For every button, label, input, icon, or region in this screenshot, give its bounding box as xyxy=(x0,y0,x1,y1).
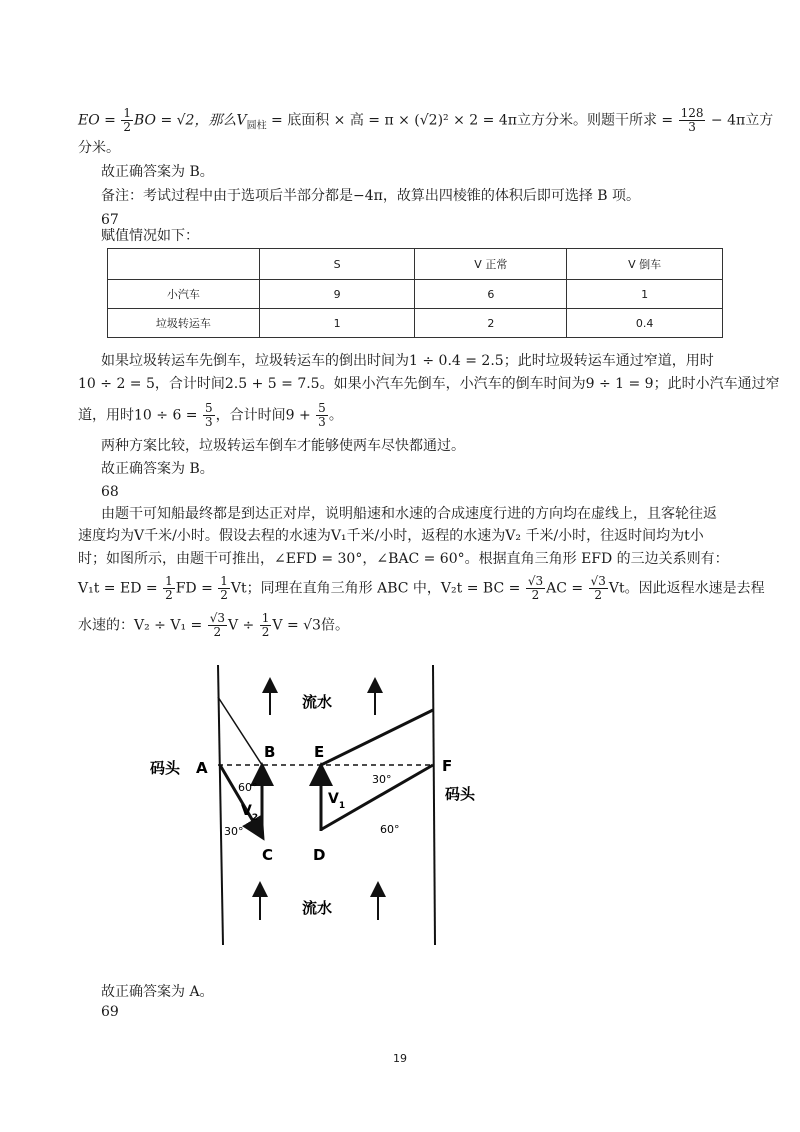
table-row xyxy=(108,309,723,338)
right-river-bank xyxy=(433,665,435,945)
line-angles: 时；如图所示，由题干可推出，∠EFD = 30°，∠BAC = 60°。根据直角三角形 EFD 的三边关系则有： xyxy=(78,551,729,567)
flow-label-bottom: 流水 xyxy=(302,899,333,917)
point-c-label: C xyxy=(262,846,274,864)
frac-den: 2 xyxy=(165,588,173,602)
angle-label: 60° xyxy=(380,823,400,836)
table-cell: 9 xyxy=(259,280,415,309)
frac-den: 2 xyxy=(220,588,228,602)
v1-letter: V xyxy=(328,791,339,807)
fraction-sqrt3-2 xyxy=(208,612,227,639)
text-v-div: V ÷ xyxy=(228,617,259,634)
fraction-half xyxy=(121,107,133,134)
page-number: 19 xyxy=(393,1052,407,1065)
dock-label-right: 码头 xyxy=(445,785,476,803)
line-comparison: 两种方案比较，垃圾转运车倒车才能够使两车尽快都通过。 xyxy=(101,438,465,454)
v1-subscript: 1 xyxy=(338,801,346,811)
text-car-time: 道，用时10 ÷ 6 = xyxy=(78,407,202,424)
line-answer-b: 故正确答案为 B。 xyxy=(101,164,214,180)
fraction-half xyxy=(163,575,175,602)
line-car-first: 10 ÷ 2 = 5，合计时间2.5 + 5 = 7.5。如果小汽车先倒车，小汽车的倒车时间为9 ÷ 1 = 9；此时小汽车通过窄 xyxy=(78,376,780,392)
question-number-68: 68 xyxy=(101,484,119,500)
fraction-sqrt3-2 xyxy=(589,575,608,602)
line-unit: 分米。 xyxy=(78,140,120,156)
segment-top-to-b xyxy=(218,697,262,765)
table-cell: 小汽车 xyxy=(108,280,260,309)
angle-label: 30° xyxy=(372,773,392,786)
line-note: 备注：考试过程中由于选项后半部分都是−4π，故算出四棱锥的体积后即可选择 B 项。 xyxy=(101,188,641,204)
text-car-total: ，合计时间9 + xyxy=(215,407,316,424)
text-v2t: Vt；同理在直角三角形 ABC 中，V₂t = BC = xyxy=(230,580,525,597)
boat-river-diagram xyxy=(150,655,490,955)
fraction-half xyxy=(218,575,230,602)
text-vt-conclusion: Vt。因此返程水速是去程 xyxy=(608,580,765,597)
dock-label-left: 码头 xyxy=(150,759,181,777)
frac-den: 2 xyxy=(123,120,131,134)
text-ac: AC = xyxy=(546,580,588,597)
table-cell: 1 xyxy=(259,309,415,338)
table-cell: 0.4 xyxy=(567,309,723,338)
table-header-cell: S xyxy=(259,249,415,280)
segment-e-to-top xyxy=(321,710,433,765)
text-eo: EO = xyxy=(78,112,121,129)
line-boat-intro: 由题干可知船最终都是到达正对岸，说明船速和水速的合成速度行进的方向均在虚线上，且客轮往返 xyxy=(101,506,717,522)
angle-label: 60° xyxy=(238,781,258,794)
line-car-total xyxy=(78,402,343,429)
text-minus-4pi: − 4π立方 xyxy=(706,112,774,129)
line-boat-speed: 速度均为V千米/小时。假设去程的水速为V₁千米/小时，返程的水速为V₂ 千米/小时，往返时间均为t小 xyxy=(78,528,704,544)
text-bo: BO = √2，那么V xyxy=(133,112,247,129)
frac-num: 1 xyxy=(165,574,173,588)
line-v1-formula xyxy=(78,575,765,602)
point-d-label: D xyxy=(313,846,326,864)
frac-num: 5 xyxy=(204,401,213,415)
fraction-5-3 xyxy=(203,402,215,429)
question-number-69: 69 xyxy=(101,1004,119,1020)
frac-num: √3 xyxy=(590,574,606,588)
line-truck-first: 如果垃圾转运车先倒车，垃圾转运车的倒出时间为1 ÷ 0.4 = 2.5；此时垃圾转运车通过窄道，用时 xyxy=(101,353,714,369)
frac-num: √3 xyxy=(527,574,544,588)
text-period: 。 xyxy=(328,407,343,424)
frac-den: 2 xyxy=(594,588,602,602)
v2-letter: V xyxy=(241,803,252,819)
frac-den: 3 xyxy=(318,415,326,429)
text-v1t: V₁t = ED = xyxy=(78,580,163,597)
frac-den: 2 xyxy=(261,625,270,639)
table-header-cell: V 正常 xyxy=(415,249,567,280)
line-eo-formula xyxy=(78,107,773,136)
text-ratio: 水速的：V₂ ÷ V₁ = xyxy=(78,617,207,634)
line-answer-b-2: 故正确答案为 B。 xyxy=(101,461,214,477)
frac-den: 2 xyxy=(213,625,222,639)
table-cell: 6 xyxy=(415,280,567,309)
frac-num: 1 xyxy=(123,106,131,120)
fraction-half xyxy=(260,612,272,639)
table-cell: 2 xyxy=(415,309,567,338)
frac-num: 1 xyxy=(261,611,270,625)
vector-v1-label xyxy=(328,791,345,811)
line-answer-a: 故正确答案为 A。 xyxy=(101,984,214,1000)
frac-num: 128 xyxy=(680,106,704,120)
frac-num: 5 xyxy=(318,401,326,415)
line-ratio xyxy=(78,612,349,639)
frac-den: 3 xyxy=(204,415,213,429)
fraction-128-3 xyxy=(679,107,706,134)
fraction-sqrt3-2 xyxy=(526,575,545,602)
vector-v2-label xyxy=(241,803,258,823)
fraction-5-3 xyxy=(316,402,328,429)
angle-label: 30° xyxy=(224,825,244,838)
frac-den: 3 xyxy=(688,120,696,134)
point-e-label: E xyxy=(314,743,325,761)
v2-subscript: 2 xyxy=(251,813,259,823)
point-a-label: A xyxy=(196,759,208,777)
point-b-label: B xyxy=(264,743,276,761)
subscript-cylinder: 圆柱 xyxy=(246,120,267,132)
table-header-row xyxy=(108,249,723,280)
table-cell: 垃圾转运车 xyxy=(108,309,260,338)
left-river-bank xyxy=(218,665,223,945)
frac-num: 1 xyxy=(220,574,228,588)
text-cylinder-volume: = 底面积 × 高 = π × (√2)² × 2 = 4π立方分米。则题干所求 = xyxy=(266,112,678,129)
frac-num: √3 xyxy=(209,611,225,625)
frac-den: 2 xyxy=(531,588,540,602)
question-number-67: 67 xyxy=(101,212,119,228)
point-f-label: F xyxy=(442,757,453,775)
table-header-cell xyxy=(108,249,260,280)
line-assignment-intro: 赋值情况如下： xyxy=(101,228,199,244)
table-cell: 1 xyxy=(567,280,723,309)
flow-label-top: 流水 xyxy=(302,693,333,711)
assignment-table xyxy=(107,248,723,338)
table-header-cell: V 倒车 xyxy=(567,249,723,280)
text-fd: FD = xyxy=(175,580,218,597)
text-sqrt3-times: V = √3倍。 xyxy=(272,617,349,634)
table-row xyxy=(108,280,723,309)
